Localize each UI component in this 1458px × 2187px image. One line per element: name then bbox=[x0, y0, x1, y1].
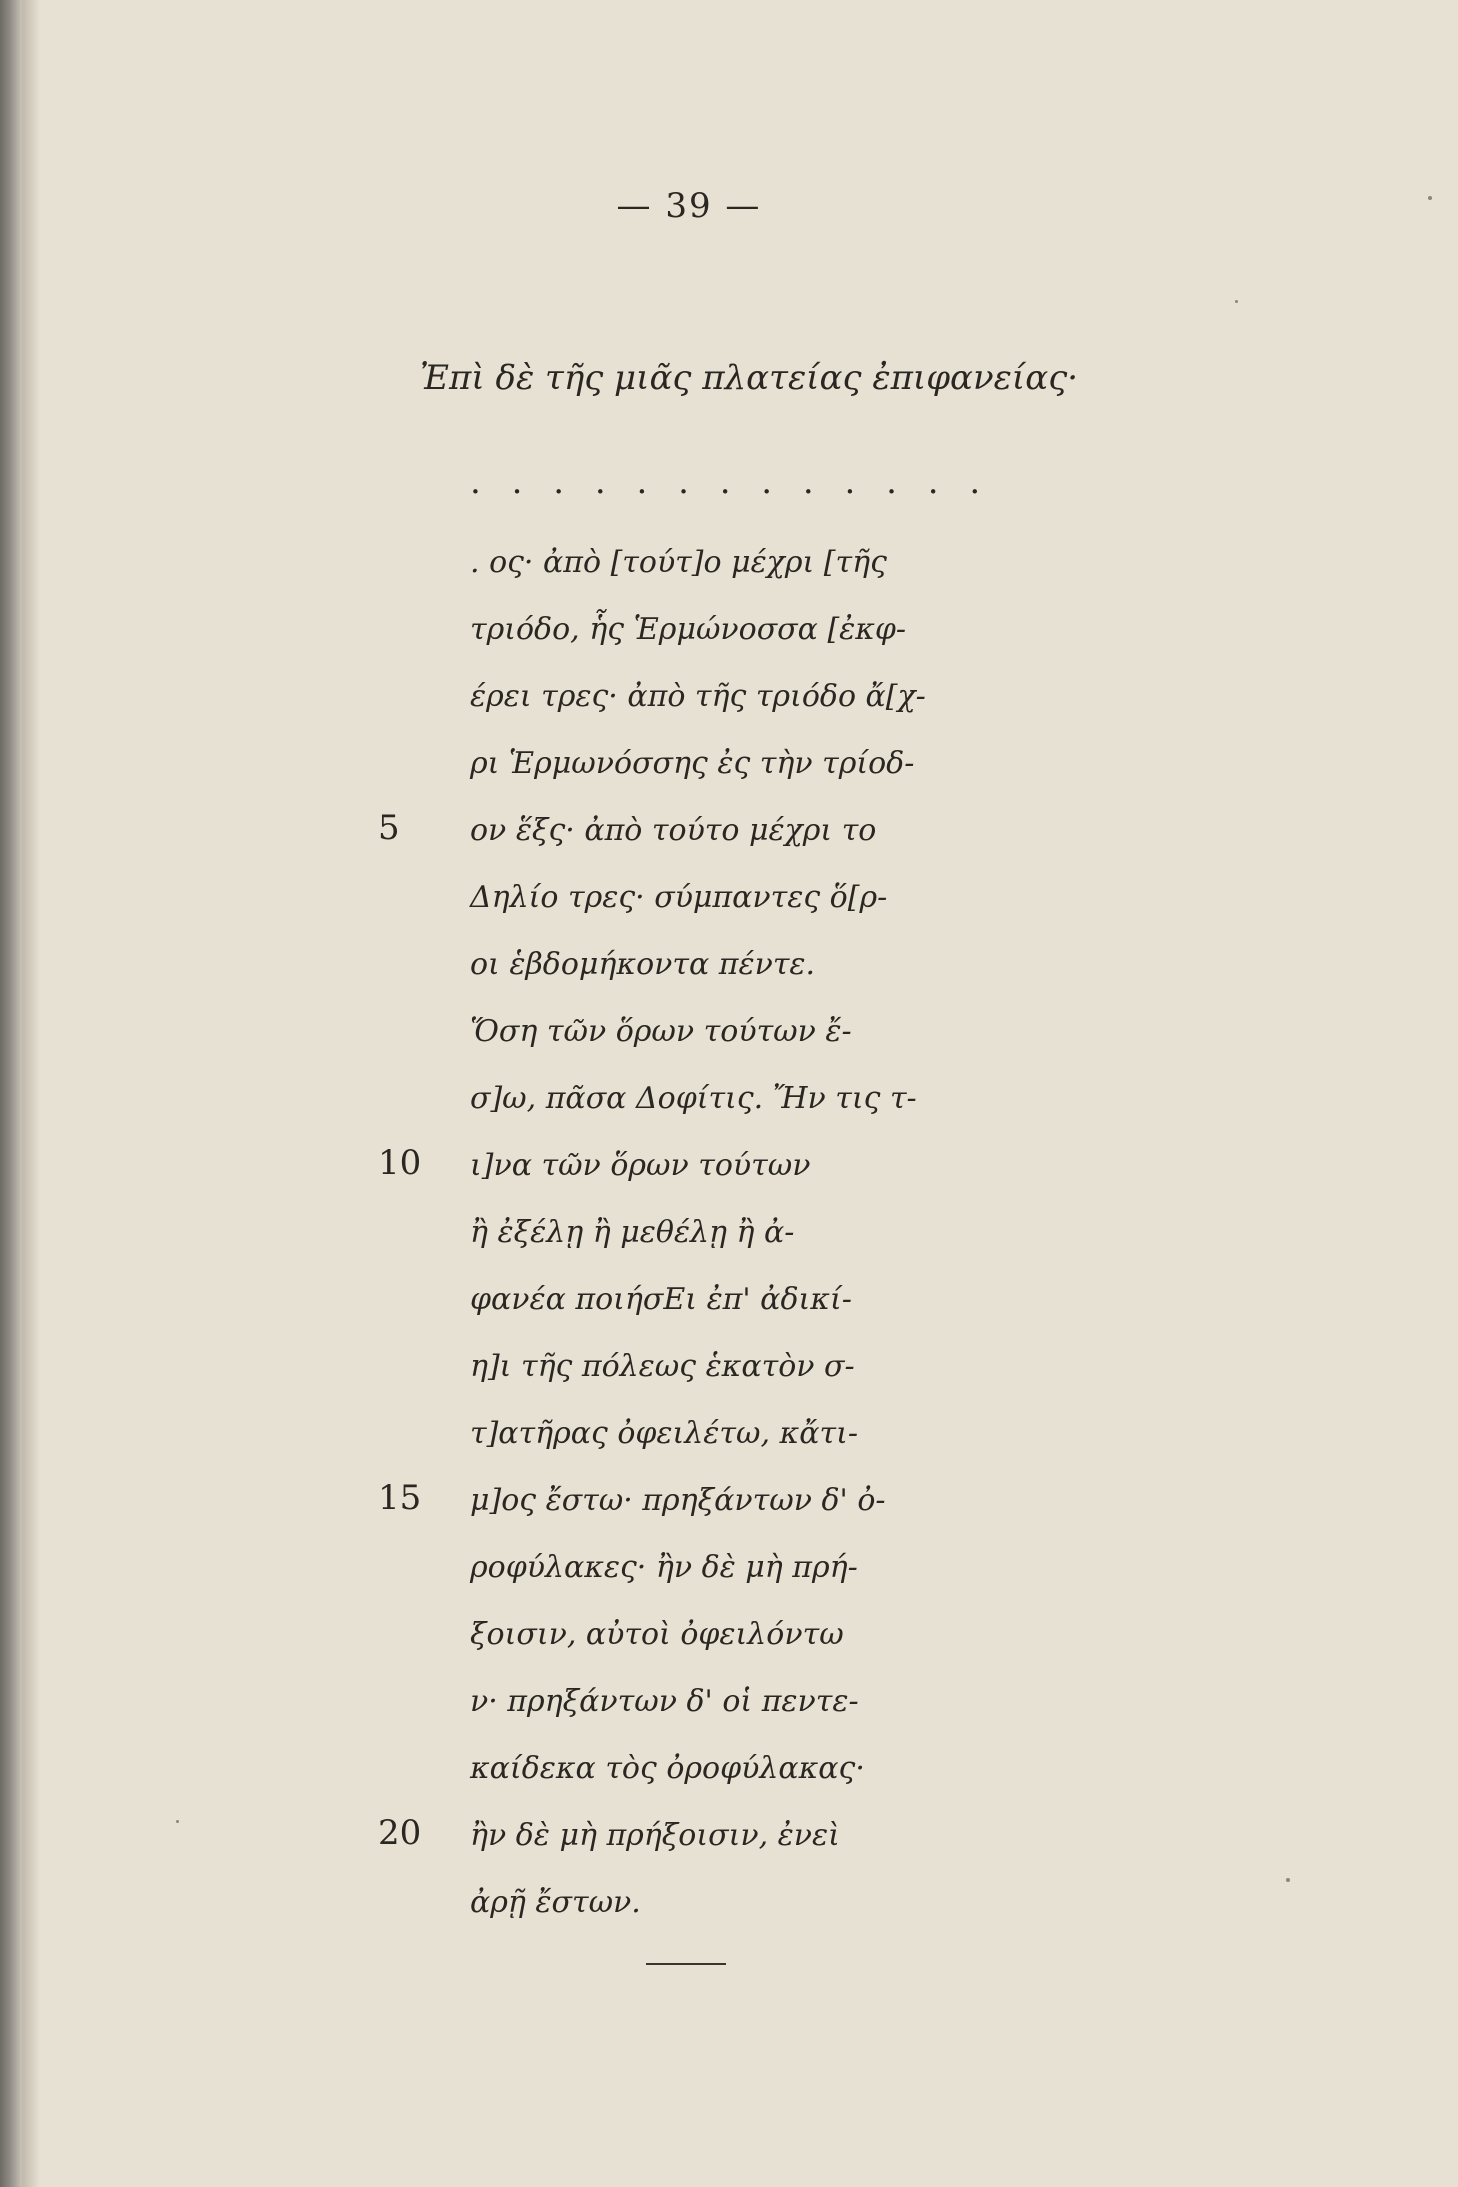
inscription-line: ροφύλακες· ἢν δὲ μὴ πρή- bbox=[470, 1550, 858, 1585]
inscription-line: τ]ατῆρας ὀφειλέτω, κἄτι- bbox=[470, 1416, 858, 1451]
book-spine-edge bbox=[0, 0, 22, 2187]
line-number: 15 bbox=[378, 1478, 422, 1518]
inscription-line: οι ἑβδομήκοντα πέντε. bbox=[470, 947, 816, 982]
lacuna-dots: . . . . . . . . . . . . . bbox=[470, 462, 991, 502]
page-number: — 39 — bbox=[616, 186, 762, 226]
inscription-line: ἢ ἐξέλῃ ἢ μεθέλῃ ἢ ἀ- bbox=[470, 1215, 795, 1250]
gutter-shadow bbox=[22, 0, 40, 2187]
paper-speck bbox=[1428, 196, 1432, 200]
inscription-line: σ]ω, πᾶσα Δοφίτις. Ἤν τις τ- bbox=[470, 1081, 917, 1116]
inscription-line: μ]ος ἔστω· πρηξάντων δ' ὀ- bbox=[470, 1483, 886, 1518]
inscription-line: . ος· ἀπὸ [τούτ]ο μέχρι [τῆς bbox=[470, 545, 887, 580]
inscription-line: ι]να τῶν ὅρων τούτων bbox=[470, 1148, 811, 1183]
inscription-line: ον ἕξς· ἀπὸ τούτο μέχρι το bbox=[470, 813, 877, 848]
inscription-line: η]ι τῆς πόλεως ἑκατὸν σ- bbox=[470, 1349, 855, 1384]
inscription-line: τριόδο, ἧς Ἑρμώνοσσα [ἐκφ- bbox=[470, 612, 907, 647]
inscription-line: Ὅση τῶν ὅρων τούτων ἔ- bbox=[470, 1014, 852, 1049]
inscription-line: ἀρῇ ἔστων. bbox=[470, 1885, 641, 1920]
inscription-line: καίδεκα τὸς ὀροφύλακας· bbox=[470, 1751, 865, 1786]
paper-speck bbox=[1286, 1878, 1290, 1882]
line-number: 5 bbox=[378, 808, 400, 848]
paper-speck bbox=[1235, 300, 1238, 303]
inscription-line: ἢν δὲ μὴ πρήξοισιν, ἐνεὶ bbox=[470, 1818, 840, 1853]
inscription-line: ν· πρηξάντων δ' οἱ πεντε- bbox=[470, 1684, 859, 1719]
end-rule bbox=[646, 1963, 726, 1965]
line-number: 10 bbox=[378, 1143, 422, 1183]
paper-speck bbox=[176, 1820, 179, 1823]
line-number: 20 bbox=[378, 1813, 422, 1853]
inscription-line: έρει τρες· ἀπὸ τῆς τριόδο ἄ[χ- bbox=[470, 679, 926, 714]
inscription-line: Δηλίο τρες· σύμπαντες ὅ[ρ- bbox=[470, 880, 888, 915]
inscription-line: ξοισιν, αὐτοὶ ὀφειλόντω bbox=[470, 1617, 844, 1652]
inscription-line: ρι Ἑρμωνόσσης ἐς τὴν τρίοδ- bbox=[470, 746, 915, 781]
section-heading: Ἐπὶ δὲ τῆς μιᾶς πλατείας ἐπιφανείας· bbox=[420, 358, 1079, 398]
inscription-line: φανέα ποιήσΕι ἐπ' ἀδικί- bbox=[470, 1282, 852, 1317]
